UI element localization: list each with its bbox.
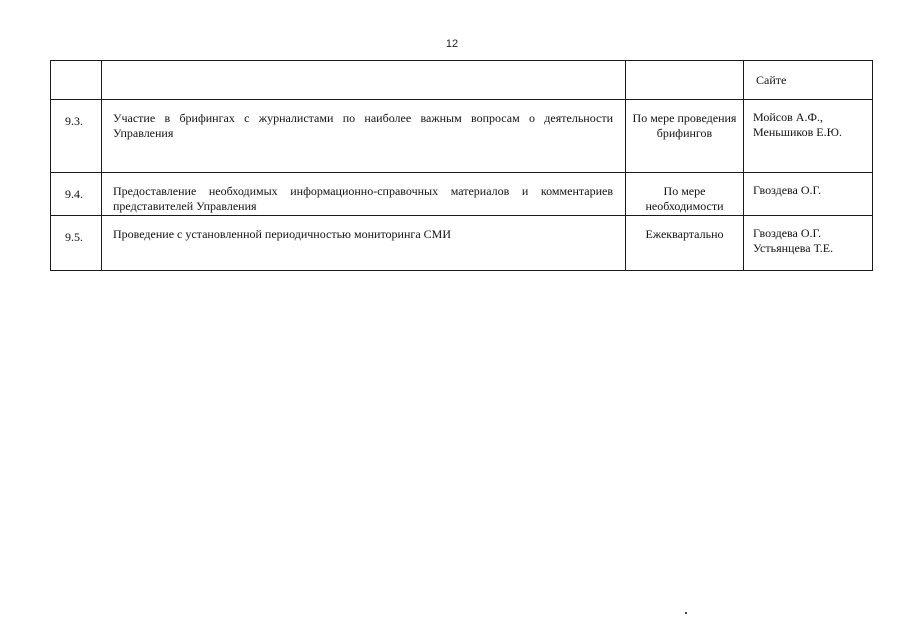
cell-responsible	[744, 100, 873, 173]
cell-responsible	[744, 173, 873, 216]
cell-num	[51, 173, 102, 216]
responsible-name: Мойсов	[753, 110, 793, 124]
item-description: Предоставление необходимых информационно-справочных материалов и комментариев представителей Управления	[113, 184, 613, 213]
cell-description	[102, 216, 626, 271]
item-period: По мере проведения брифингов	[632, 111, 737, 140]
cell-responsible	[744, 61, 873, 100]
item-description: Проведение с установленной периодичностью мониторинга СМИ	[113, 227, 451, 241]
item-description: Участие в брифингах с журналистами по наиболее важным вопросам о деятельности Управления	[113, 111, 613, 140]
cell-desc-empty	[102, 61, 626, 100]
cell-num	[51, 100, 102, 173]
cell-period-empty	[626, 61, 744, 100]
scan-speck	[685, 612, 687, 614]
page-number: 12	[445, 38, 459, 50]
table-row	[51, 173, 873, 216]
cell-num-empty	[51, 61, 102, 100]
item-number: 9.3.	[65, 114, 83, 128]
table-row-continuation	[51, 61, 873, 100]
table-row	[51, 216, 873, 271]
responsible-line: Устьянцева Т.Е.	[753, 241, 834, 255]
item-number: 9.5.	[65, 230, 83, 244]
cell-period	[626, 100, 744, 173]
cell-period	[626, 216, 744, 271]
responsible-list	[744, 100, 872, 140]
cell-description	[102, 100, 626, 173]
item-period: По мере необходимости	[645, 184, 724, 213]
responsible-list	[744, 173, 872, 198]
cell-responsible	[744, 216, 873, 271]
cell-period	[626, 173, 744, 216]
responsible-list	[744, 216, 872, 256]
cell-num	[51, 216, 102, 271]
responsible-text: Сайте	[756, 73, 787, 87]
responsible-line: Гвоздева О.Г.	[753, 183, 822, 197]
cell-description	[102, 173, 626, 216]
responsible-line: Меньшиков Е.Ю.	[753, 125, 842, 139]
responsible-line	[753, 110, 862, 125]
item-period: Ежеквартально	[645, 227, 724, 241]
table-row	[51, 100, 873, 173]
plan-table	[50, 60, 873, 271]
responsible-initials: А.Ф.,	[795, 110, 823, 124]
item-number: 9.4.	[65, 187, 83, 201]
responsible-line: Гвоздева О.Г.	[753, 226, 822, 240]
